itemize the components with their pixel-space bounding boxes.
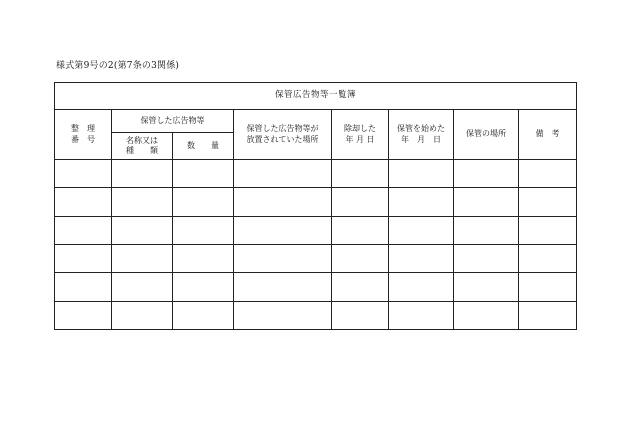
cell-removal-date[interactable] bbox=[332, 188, 389, 216]
cell-storage-place[interactable] bbox=[454, 301, 519, 329]
cell-remarks[interactable] bbox=[519, 188, 577, 216]
table-row bbox=[55, 216, 577, 244]
cell-abandoned-location[interactable] bbox=[234, 244, 332, 272]
cell-abandoned-location[interactable] bbox=[234, 160, 332, 188]
form-number-label: 様式第9号の2(第7条の3関係) bbox=[56, 61, 180, 71]
table-row bbox=[55, 244, 577, 272]
cell-abandoned-location[interactable] bbox=[234, 301, 332, 329]
cell-storage-start-date[interactable] bbox=[389, 160, 454, 188]
cell-storage-place[interactable] bbox=[454, 273, 519, 301]
cell-serial-number[interactable] bbox=[55, 301, 112, 329]
header-serial-number: 整 理 番 号 bbox=[55, 110, 112, 160]
cell-name-or-type[interactable] bbox=[112, 160, 173, 188]
cell-removal-date[interactable] bbox=[332, 273, 389, 301]
cell-quantity[interactable] bbox=[173, 160, 234, 188]
cell-storage-start-date[interactable] bbox=[389, 273, 454, 301]
cell-remarks[interactable] bbox=[519, 160, 577, 188]
cell-serial-number[interactable] bbox=[55, 244, 112, 272]
cell-quantity[interactable] bbox=[173, 301, 234, 329]
cell-serial-number[interactable] bbox=[55, 188, 112, 216]
cell-serial-number[interactable] bbox=[55, 160, 112, 188]
cell-remarks[interactable] bbox=[519, 273, 577, 301]
header-storage-place: 保管の場所 bbox=[454, 110, 519, 160]
cell-removal-date[interactable] bbox=[332, 160, 389, 188]
cell-storage-place[interactable] bbox=[454, 160, 519, 188]
register-title: 保管広告物等一覧簿 bbox=[55, 83, 577, 110]
cell-name-or-type[interactable] bbox=[112, 273, 173, 301]
cell-serial-number[interactable] bbox=[55, 273, 112, 301]
header-removal-date: 除却した 年 月 日 bbox=[332, 110, 389, 160]
cell-name-or-type[interactable] bbox=[112, 301, 173, 329]
table-row bbox=[55, 301, 577, 329]
cell-storage-start-date[interactable] bbox=[389, 244, 454, 272]
cell-storage-start-date[interactable] bbox=[389, 216, 454, 244]
cell-serial-number[interactable] bbox=[55, 216, 112, 244]
header-name-or-type: 名称又は 種 類 bbox=[112, 133, 173, 160]
header-storage-start-date: 保管を始めた 年 月 日 bbox=[389, 110, 454, 160]
cell-quantity[interactable] bbox=[173, 244, 234, 272]
cell-remarks[interactable] bbox=[519, 301, 577, 329]
header-abandoned-location: 保管した広告物等が 放置されていた場所 bbox=[234, 110, 332, 160]
cell-storage-place[interactable] bbox=[454, 216, 519, 244]
cell-removal-date[interactable] bbox=[332, 301, 389, 329]
cell-storage-place[interactable] bbox=[454, 244, 519, 272]
cell-remarks[interactable] bbox=[519, 216, 577, 244]
cell-abandoned-location[interactable] bbox=[234, 188, 332, 216]
cell-quantity[interactable] bbox=[173, 273, 234, 301]
cell-storage-place[interactable] bbox=[454, 188, 519, 216]
cell-quantity[interactable] bbox=[173, 188, 234, 216]
cell-quantity[interactable] bbox=[173, 216, 234, 244]
cell-abandoned-location[interactable] bbox=[234, 216, 332, 244]
table-row bbox=[55, 273, 577, 301]
header-remarks: 備 考 bbox=[519, 110, 577, 160]
header-quantity: 数 量 bbox=[173, 133, 234, 160]
cell-storage-start-date[interactable] bbox=[389, 301, 454, 329]
cell-storage-start-date[interactable] bbox=[389, 188, 454, 216]
storage-register-table bbox=[54, 82, 577, 330]
register-body bbox=[55, 160, 577, 330]
cell-name-or-type[interactable] bbox=[112, 216, 173, 244]
table-row bbox=[55, 160, 577, 188]
cell-remarks[interactable] bbox=[519, 244, 577, 272]
cell-removal-date[interactable] bbox=[332, 244, 389, 272]
header-stored-items-group: 保管した広告物等 bbox=[112, 110, 234, 133]
cell-name-or-type[interactable] bbox=[112, 244, 173, 272]
cell-abandoned-location[interactable] bbox=[234, 273, 332, 301]
cell-name-or-type[interactable] bbox=[112, 188, 173, 216]
cell-removal-date[interactable] bbox=[332, 216, 389, 244]
table-row bbox=[55, 188, 577, 216]
